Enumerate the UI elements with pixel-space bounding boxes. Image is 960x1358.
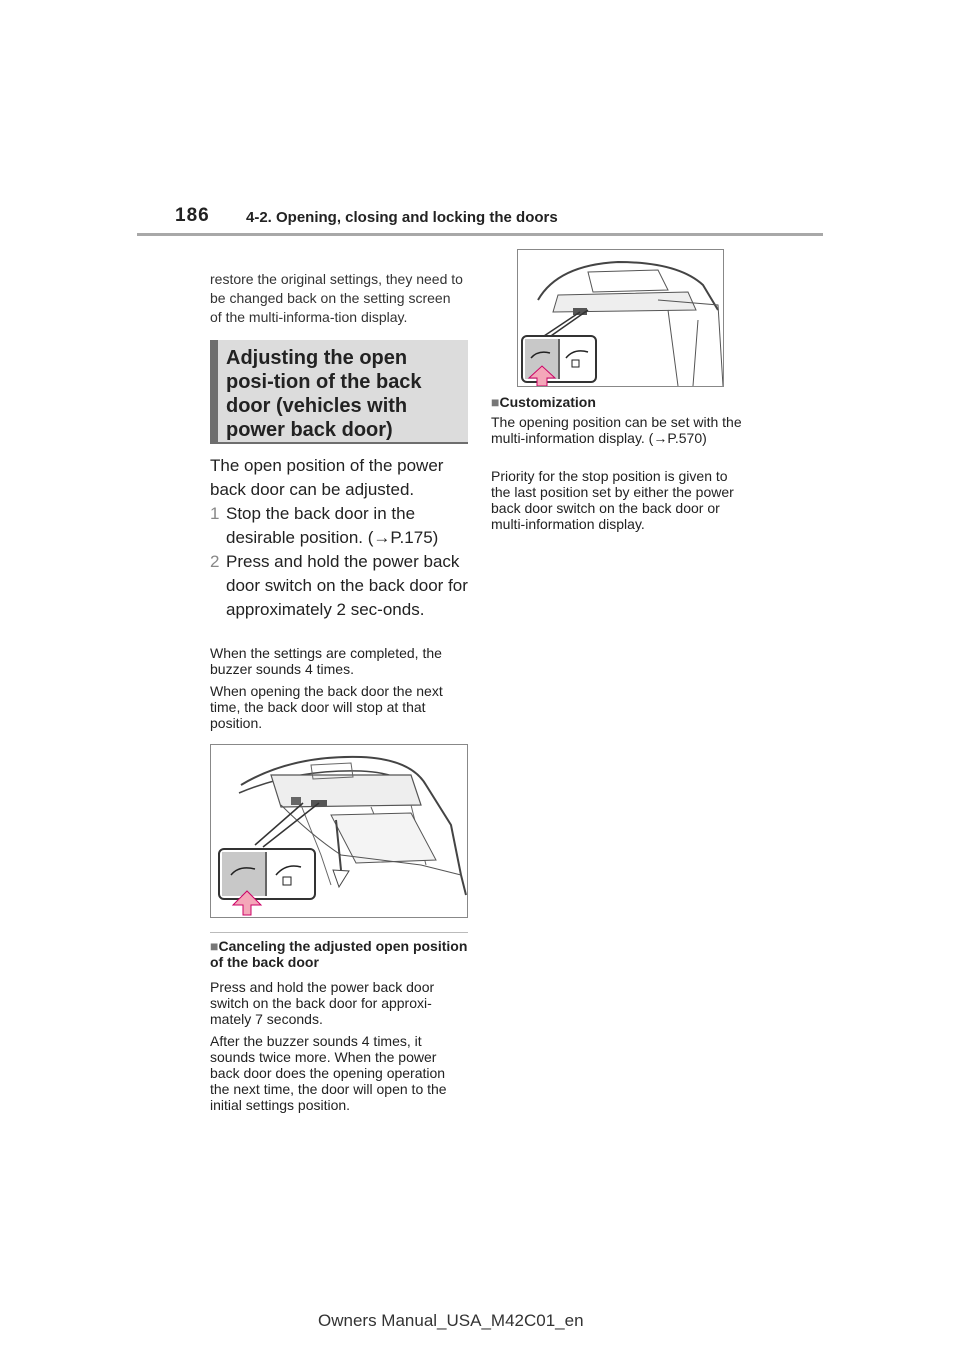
step-2-text: Press and hold the power back door switch on the back door for approximately 2 sec-onds. [226,552,468,619]
customization-heading [491,394,751,410]
cancel-heading [210,938,468,970]
step-1-number: 1 [210,504,220,523]
header-rule [137,233,823,236]
customization-paragraph-1: The opening position can be set with the multi-information display. (→P.570) [491,414,742,446]
note-next-opening: When opening the back door the next time, the back door will stop at that position. [210,683,443,731]
intro-paragraph: restore the original settings, they need to be changed back on the setting screen of the multi-informa-tion display. [210,271,463,325]
chapter-title: 4-2. Opening, closing and locking the doors [246,209,558,226]
section-heading: Adjusting the open posi-tion of the back door (vehicles with power back door) [210,340,468,444]
lead-paragraph: The open position of the power back door can be adjusted. [210,456,444,499]
back-door-illustration [210,744,468,918]
back-door-drawing [211,745,467,917]
cancel-paragraph-2: After the buzzer sounds 4 times, it sounds twice more. When the power back door does the opening operation the next time, the door will open to the initial settings position. [210,1033,447,1113]
section-divider [210,932,468,933]
square-bullet-icon-2: ■ [491,394,500,410]
note-settings-completed: When the settings are completed, the buzzer sounds 4 times. [210,645,442,677]
page-number: 186 [175,205,210,226]
cancel-paragraph-1: Press and hold the power back door switch on the back door for approxi-mately 7 seconds. [210,979,435,1027]
step-1-text: Stop the back door in the desirable position. (→P.175) [226,504,439,547]
back-door-closeup-illustration [517,249,724,387]
footer-manual-id: Owners Manual_USA_M42C01_en [318,1311,584,1330]
step-2 [210,550,470,622]
cancel-heading-text: Canceling the adjusted open position of the back door [210,938,468,970]
customization-heading-text: Customization [499,394,596,410]
customization-paragraph-2: Priority for the stop position is given to the last position set by either the power back door switch on the back door or multi-information display. [491,468,734,532]
step-1 [210,502,470,550]
step-2-number: 2 [210,552,220,571]
square-bullet-icon: ■ [210,938,219,954]
back-door-closeup-drawing [518,250,723,386]
